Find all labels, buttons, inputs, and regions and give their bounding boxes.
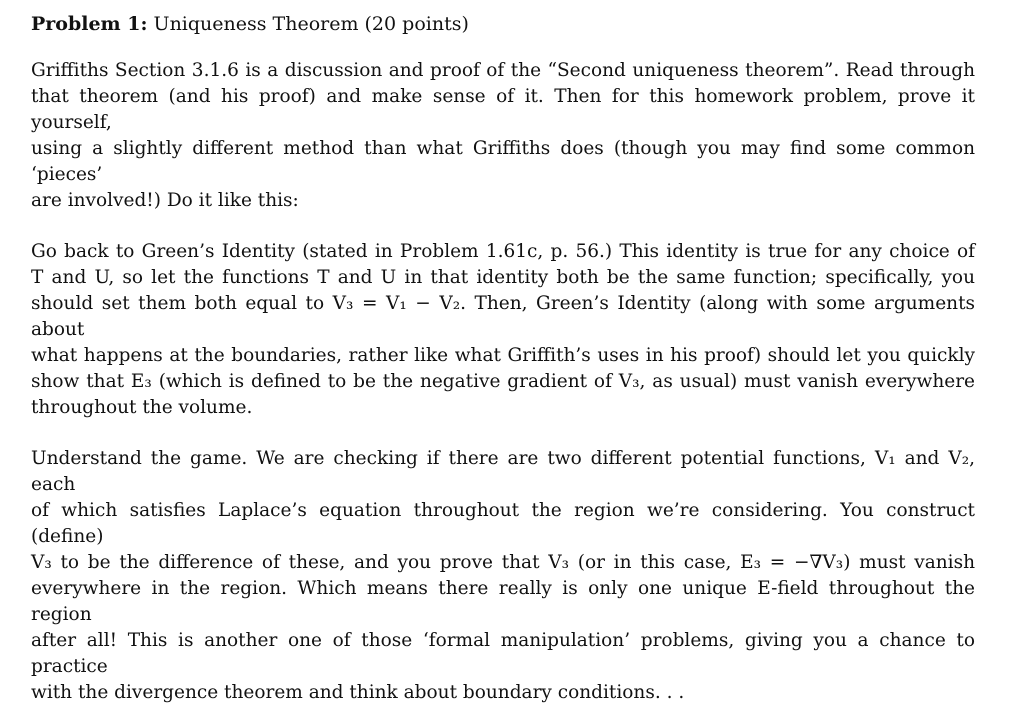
paragraph-method [31,239,975,421]
paragraph-line: T and U, so let the functions T and U in that identity both be the same function; specifically, you [31,267,975,288]
paragraph-line: are involved!) Do it like this: [31,190,299,211]
paragraph-line: V₃ to be the difference of these, and you prove that V₃ (or in this case, E₃ = −∇V₃) must vanish [31,552,975,573]
problem-document [31,12,975,706]
paragraph-line: should set them both equal to V₃ = V₁ − V₂. Then, Green’s Identity (along with some arguments about [31,293,975,340]
paragraph-line: show that E₃ (which is defined to be the negative gradient of V₃, as usual) must vanish everywhere [31,371,975,392]
paragraph-line: Go back to Green’s Identity (stated in Problem 1.61c, p. 56.) This identity is true for any choice of [31,241,975,262]
paragraph-line: of which satisfies Laplace’s equation throughout the region we’re considering. You construct (define) [31,500,975,547]
paragraph-line: everywhere in the region. Which means there really is only one unique E-field throughout the region [31,578,975,625]
paragraph-line: after all! This is another one of those ‘formal manipulation’ problems, giving you a chance to practice [31,630,975,677]
problem-number: Problem 1: [31,13,148,35]
paragraph-instructions [31,58,975,214]
paragraph-line: what happens at the boundaries, rather like what Griffith’s uses in his proof) should let you quickly [31,345,975,366]
paragraph-line: Griffiths Section 3.1.6 is a discussion and proof of the “Second uniqueness theorem”. Read through [31,60,975,81]
paragraph-line: with the divergence theorem and think about boundary conditions. . . [31,682,685,703]
paragraph-line: throughout the volume. [31,397,253,418]
paragraph-line: Understand the game. We are checking if there are two different potential functions, V₁ and V₂, each [31,448,975,495]
problem-title: Uniqueness Theorem (20 points) [147,13,469,35]
paragraph-line: using a slightly different method than what Griffiths does (though you may find some common ‘pieces’ [31,138,975,185]
problem-heading [31,12,975,36]
paragraph-explanation [31,446,975,706]
paragraph-line: that theorem (and his proof) and make sense of it. Then for this homework problem, prove it yourself, [31,86,975,133]
